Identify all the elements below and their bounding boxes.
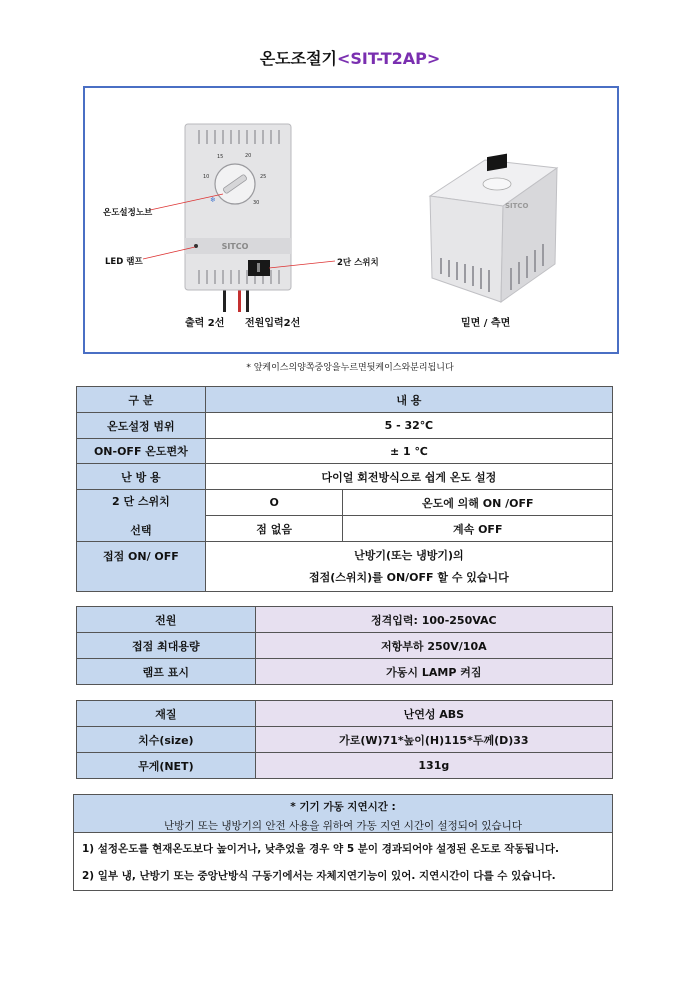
side-brand-logo: SITCO xyxy=(505,202,529,210)
table-row xyxy=(77,633,613,659)
brand-logo: SITCO xyxy=(221,242,249,251)
row-value: ± 1 ℃ xyxy=(205,439,612,464)
row-label: 접점 최대용량 xyxy=(77,633,256,659)
knob-label: 온도설정노브 xyxy=(103,208,153,218)
row-value: 다이얼 회전방식으로 쉽게 온도 설정 xyxy=(205,464,612,490)
title-text: 온도조절기 xyxy=(259,49,337,68)
row-label: ON-OFF 온도편차 xyxy=(77,439,206,464)
row-label: 재질 xyxy=(77,701,256,727)
row-label: 전원 xyxy=(77,607,256,633)
table-row xyxy=(77,701,613,727)
power-wire-caption: 전원입력2선 xyxy=(245,318,301,329)
table-row xyxy=(77,439,613,464)
material-table xyxy=(76,700,613,779)
switch-option: 점 없음 xyxy=(205,516,343,542)
dial-mark: 10 xyxy=(203,174,210,180)
table-row xyxy=(77,542,613,592)
header-content: 내 용 xyxy=(205,387,612,413)
row-label: 난 방 용 xyxy=(77,464,206,490)
row-label: 접점 ON/ OFF xyxy=(77,542,206,592)
table-row xyxy=(77,753,613,779)
table-row xyxy=(77,387,613,413)
delay-note-title: * 기기 가동 지연시간 : xyxy=(290,801,396,813)
dial-mark: 15 xyxy=(217,154,224,160)
delay-note-subtitle: 난방기 또는 냉방기의 안전 사용을 위하여 가동 지연 시간이 설정되어 있습니다 xyxy=(164,820,522,832)
dial-mark: 30 xyxy=(253,200,260,206)
table-row xyxy=(77,490,613,516)
power-table xyxy=(76,606,613,685)
row-value: 가동시 LAMP 켜짐 xyxy=(255,659,612,685)
row-label: 치수(size) xyxy=(77,727,256,753)
delay-note-header xyxy=(74,795,612,833)
row-value: 가로(W)71*높이(H)115*두께(D)33 xyxy=(255,727,612,753)
switch-result: 온도에 의해 ON /OFF xyxy=(343,490,613,516)
table-row xyxy=(77,413,613,439)
delay-note-line: 2) 일부 냉, 난방기 또는 중앙난방식 구동기에서는 자체지연기능이 있어. 지연시간이 다를 수 있습니다. xyxy=(82,870,556,882)
switch-option: O xyxy=(205,490,343,516)
row-label: 선택 xyxy=(130,524,152,537)
output-wire-caption: 출력 2선 xyxy=(185,318,225,329)
side-view-photo xyxy=(85,88,621,356)
table-row xyxy=(77,607,613,633)
model-code: <SIT-T2AP> xyxy=(336,49,441,68)
led-label: LED 램프 xyxy=(105,257,143,267)
delay-note-line: 1) 설정온도를 현재온도보다 높이거나, 낮추었을 경우 약 5 분이 경과되어야 설정된 온도로 작동됩니다. xyxy=(82,843,559,855)
switch-label: 2단 스위치 xyxy=(337,258,379,268)
table-row xyxy=(77,659,613,685)
table-row xyxy=(77,727,613,753)
case-separation-note: * 앞케이스의양쪽중앙을누르면뒷케이스와분리됩니다 xyxy=(246,363,454,373)
switch-result: 계속 OFF xyxy=(343,516,613,542)
contact-line: 난방기(또는 냉방기)의 xyxy=(354,548,464,562)
side-view-caption: 밑면 / 측면 xyxy=(461,318,511,329)
switch-label-cell xyxy=(77,490,206,542)
table-row xyxy=(77,464,613,490)
row-label: 2 단 스위치 xyxy=(111,495,170,508)
spec-table xyxy=(76,386,613,592)
header-category: 구 분 xyxy=(77,387,206,413)
row-value: 5 - 32℃ xyxy=(205,413,612,439)
row-label: 온도설정 범위 xyxy=(77,413,206,439)
dial-mark: 25 xyxy=(260,174,267,180)
page-title xyxy=(0,46,700,69)
product-photo-frame xyxy=(83,86,619,354)
delay-note-box xyxy=(73,794,613,891)
row-value: 정격입력: 100-250VAC xyxy=(255,607,612,633)
snowflake-icon: ❄ xyxy=(210,196,216,204)
row-label: 무게(NET) xyxy=(77,753,256,779)
row-value xyxy=(205,542,612,592)
row-value: 난연성 ABS xyxy=(255,701,612,727)
dial-mark: 20 xyxy=(245,153,252,159)
row-label: 램프 표시 xyxy=(77,659,256,685)
row-value: 131g xyxy=(255,753,612,779)
contact-line: 접점(스위치)를 ON/OFF 할 수 있습니다 xyxy=(308,570,509,584)
row-value: 저항부하 250V/10A xyxy=(255,633,612,659)
